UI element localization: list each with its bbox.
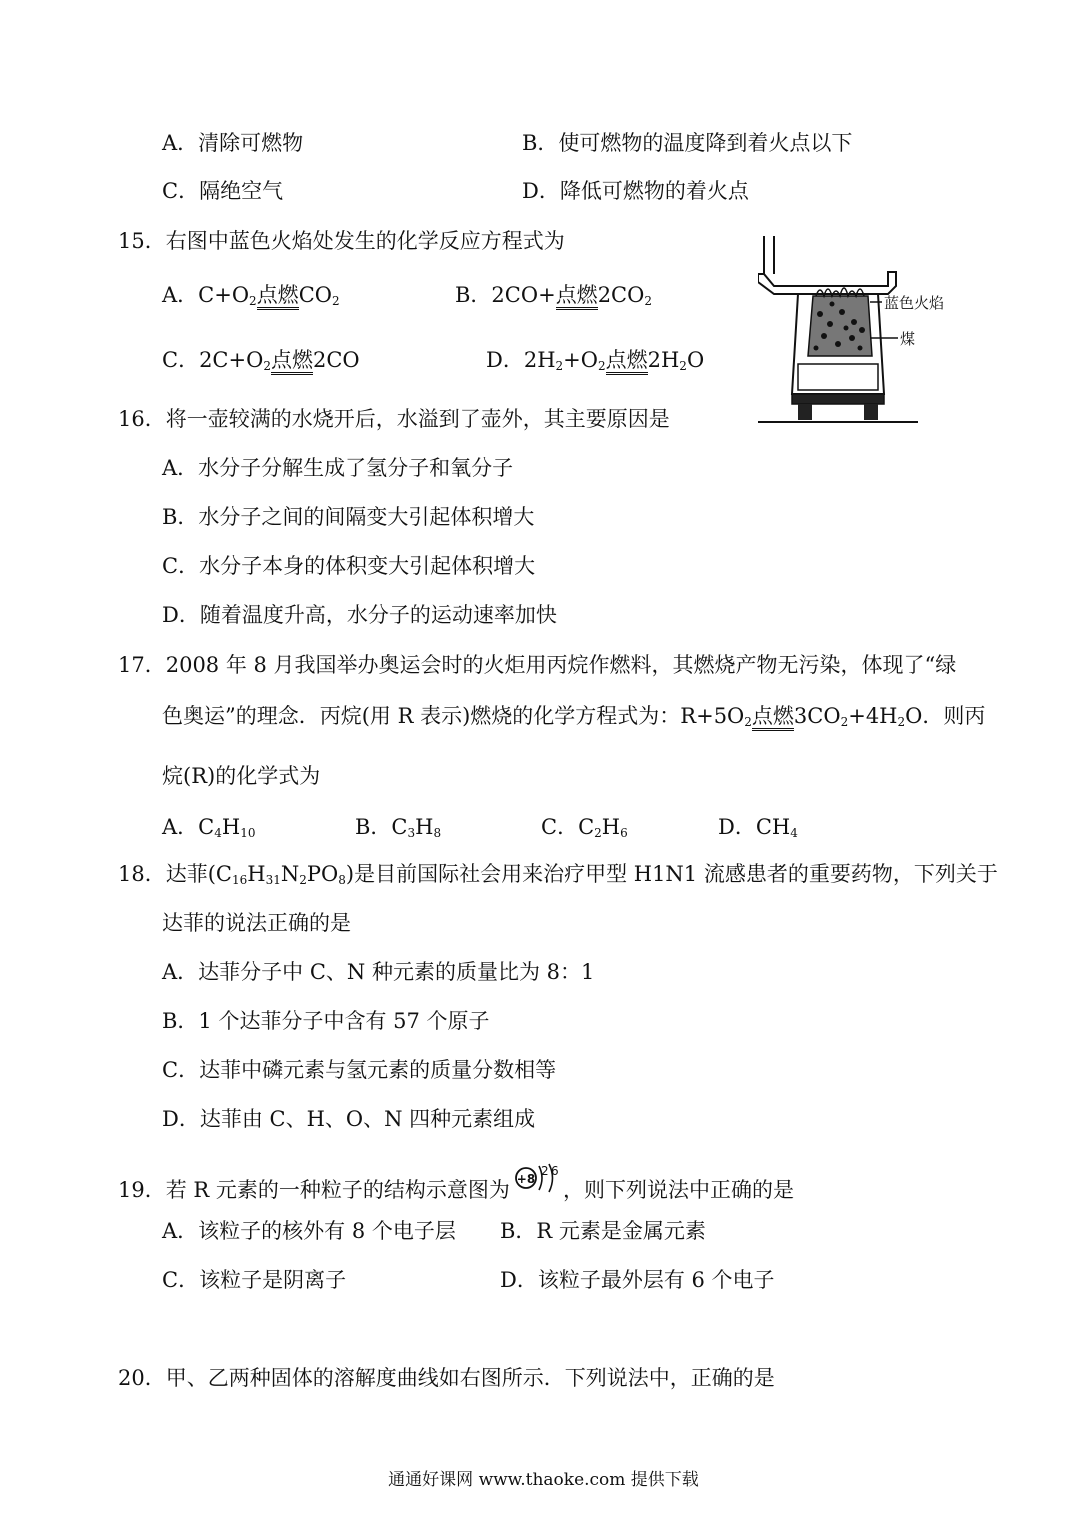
subscript: 2 xyxy=(594,826,602,840)
text: 2H xyxy=(647,348,680,372)
text: )是目前国际社会用来治疗甲型 H1N1 流感患者的重要药物，下列关于 xyxy=(345,862,998,886)
subscript: 2 xyxy=(555,359,564,373)
subscript: 2 xyxy=(897,715,906,729)
q17-option-a xyxy=(162,817,255,839)
subscript: 2 xyxy=(744,715,752,729)
q20-stem: 20．甲、乙两种固体的溶解度曲线如右图所示．下列说法中，正确的是 xyxy=(118,1366,775,1390)
text: C．2C+O xyxy=(162,348,264,372)
nucleus-charge: +8 xyxy=(516,1172,536,1186)
subscript: 2 xyxy=(299,873,307,887)
q14-option-b: B．使可燃物的温度降到着火点以下 xyxy=(522,131,853,155)
text: CO xyxy=(298,283,332,307)
text: H xyxy=(415,815,434,839)
shell-1-electrons: 2 xyxy=(541,1164,549,1178)
q15-option-c xyxy=(162,350,360,375)
text: 2CO xyxy=(312,348,360,372)
q16-option-d: D．随着温度升高，水分子的运动速率加快 xyxy=(162,603,557,627)
q16-option-b: B．水分子之间的间隔变大引起体积增大 xyxy=(162,505,535,529)
text: B．2CO+ xyxy=(455,283,556,307)
q14-option-c: C．隔绝空气 xyxy=(162,179,284,203)
subscript: 2 xyxy=(840,715,849,729)
text: +4H xyxy=(848,704,898,728)
q14-option-a: A．清除可燃物 xyxy=(162,131,304,155)
subscript: 2 xyxy=(331,294,340,308)
text: D．CH xyxy=(718,815,791,839)
q17-option-d xyxy=(718,817,798,839)
q19-stem-suffix: ，则下列说法中正确的是 xyxy=(563,1178,794,1202)
text: O xyxy=(686,348,705,372)
text: +O xyxy=(563,348,598,372)
atom-structure-diagram xyxy=(514,1161,564,1201)
reaction-condition: 点燃 xyxy=(752,706,794,731)
text: D．2H xyxy=(486,348,556,372)
subscript: 2 xyxy=(644,294,652,308)
q19-option-d: D．该粒子最外层有 6 个电子 xyxy=(500,1268,775,1292)
flame-label: 蓝色火焰 xyxy=(884,294,945,312)
q18-line2: 达菲的说法正确的是 xyxy=(162,911,351,935)
q16-stem: 16．将一壶较满的水烧开后，水溢到了壶外，其主要原因是 xyxy=(118,407,670,431)
q18-option-c: C．达菲中磷元素与氢元素的质量分数相等 xyxy=(162,1058,557,1082)
text: A．C xyxy=(162,815,215,839)
subscript: 10 xyxy=(240,826,256,840)
text: H xyxy=(221,815,241,839)
q18-option-d: D．达菲由 C、H、O、N 四种元素组成 xyxy=(162,1107,536,1131)
q15-option-d xyxy=(486,350,704,375)
subscript: 16 xyxy=(231,873,248,887)
text: 色奥运”的理念．丙烷(用 R 表示)燃烧的化学方程式为：R+5O xyxy=(162,704,745,728)
text: 2CO xyxy=(597,283,645,307)
q17-line1: 17．2008 年 8 月我国举办奥运会时的火炬用丙烷作燃料，其燃烧产物无污染，体现了“绿 xyxy=(118,653,957,677)
text: PO xyxy=(306,862,339,886)
subscript: 4 xyxy=(790,826,798,840)
shell-2-electrons: 6 xyxy=(551,1164,559,1178)
q18-option-a: A．达菲分子中 C、N 种元素的质量比为 8：1 xyxy=(162,960,595,984)
q19-option-c: C．该粒子是阴离子 xyxy=(162,1268,347,1292)
subscript: 3 xyxy=(407,826,416,840)
q17-option-c xyxy=(541,817,628,839)
subscript: 8 xyxy=(433,826,442,840)
coal-label: 煤 xyxy=(900,330,916,348)
text: C．C xyxy=(541,815,595,839)
subscript: 2 xyxy=(263,359,271,373)
q19-option-b: B．R 元素是金属元素 xyxy=(500,1219,706,1243)
subscript: 31 xyxy=(265,873,281,887)
q15-stem: 15．右图中蓝色火焰处发生的化学反应方程式为 xyxy=(118,229,565,253)
subscript: 2 xyxy=(249,294,257,308)
q19-option-a: A．该粒子的核外有 8 个电子层 xyxy=(162,1219,456,1243)
text: N xyxy=(280,862,300,886)
q16-option-a: A．水分子分解生成了氢分子和氧分子 xyxy=(162,456,514,480)
q14-option-d: D．降低可燃物的着火点 xyxy=(522,179,749,203)
q15-option-a xyxy=(162,285,340,310)
text: O．则丙 xyxy=(905,704,986,728)
reaction-condition: 点燃 xyxy=(556,285,598,310)
subscript: 6 xyxy=(620,826,628,840)
reaction-condition: 点燃 xyxy=(257,285,299,310)
text: B．C xyxy=(355,815,408,839)
text: A．C+O xyxy=(162,283,250,307)
subscript: 8 xyxy=(338,873,346,887)
text: H xyxy=(601,815,621,839)
page-footer: 通通好课网 www.thaoke.com 提供下载 xyxy=(388,1470,699,1490)
q17-line2 xyxy=(162,706,985,731)
text: H xyxy=(247,862,266,886)
q17-line3: 烷(R)的化学式为 xyxy=(162,764,321,788)
q15-option-b xyxy=(455,285,652,310)
q17-option-b xyxy=(355,817,441,839)
q19-stem-prefix: 19．若 R 元素的一种粒子的结构示意图为 xyxy=(118,1178,510,1202)
subscript: 2 xyxy=(597,359,606,373)
q18-option-b: B．1 个达菲分子中含有 57 个原子 xyxy=(162,1009,490,1033)
coal-stove-figure xyxy=(758,234,968,426)
q18-line1 xyxy=(118,864,998,886)
reaction-condition: 点燃 xyxy=(606,350,648,375)
text: 3CO xyxy=(793,704,841,728)
subscript: 2 xyxy=(679,359,687,373)
q16-option-c: C．水分子本身的体积变大引起体积增大 xyxy=(162,554,536,578)
subscript: 4 xyxy=(214,826,222,840)
text: 18．达菲(C xyxy=(118,862,232,886)
reaction-condition: 点燃 xyxy=(271,350,313,375)
